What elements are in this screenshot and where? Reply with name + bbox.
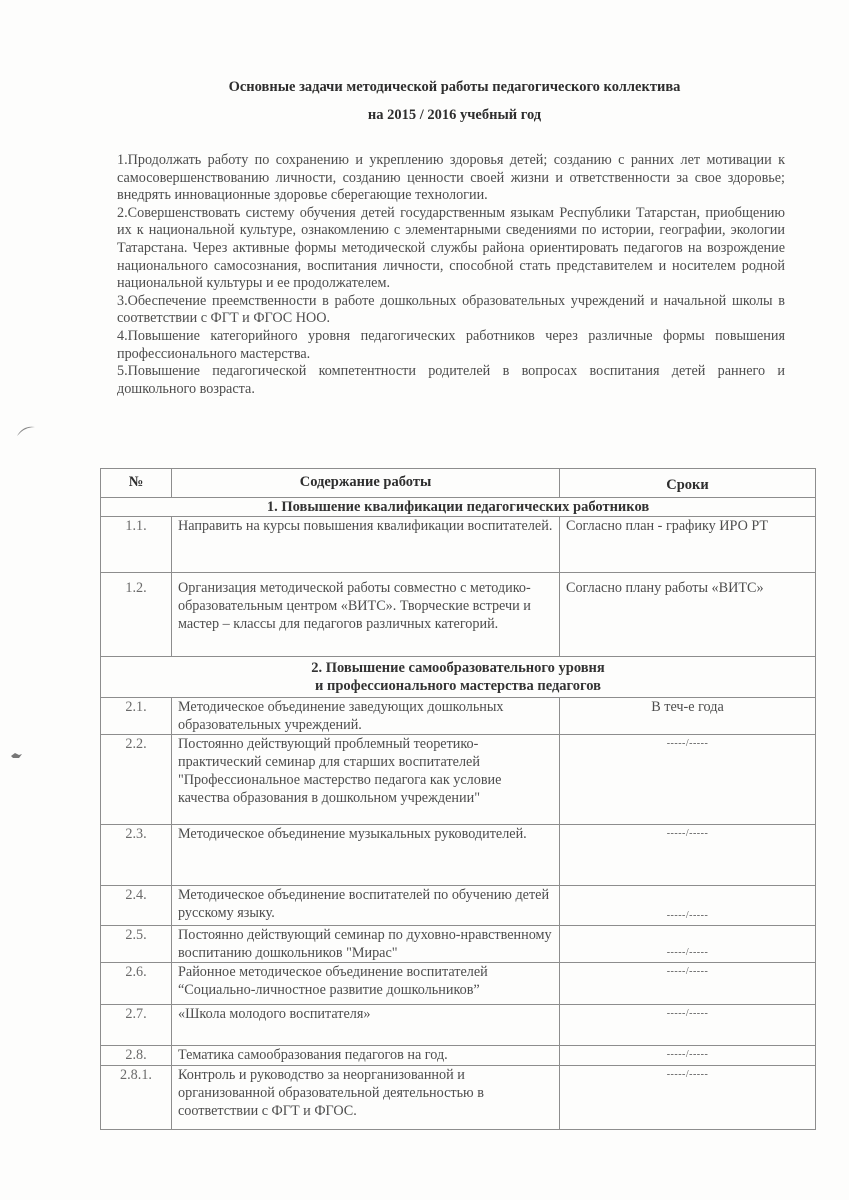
section-title-line1: 2. Повышение самообразовательного уровня [311,660,605,676]
tasks-list [117,152,785,398]
row-term: -----/----- [560,1046,816,1066]
row-number: 2.1. [101,698,172,735]
row-number: 1.1. [101,517,172,573]
row-work: Направить на курсы повышения квалификации воспитателей. [172,517,560,573]
row-term: -----/----- [560,926,816,963]
header-number: № [101,469,172,498]
table-row [101,1046,816,1066]
row-number: 2.7. [101,1005,172,1046]
document-subtitle-year: на 2015 / 2016 учебный год [367,107,542,123]
table-row [101,573,816,657]
row-work: Методическое объединение воспитателей по обучению детей русскому языку. [172,886,560,926]
row-number: 2.2. [101,735,172,825]
row-term: -----/----- [560,963,816,1005]
row-number: 2.4. [101,886,172,926]
table-row [101,926,816,963]
row-work: Районное методическое объединение воспитателей “Социально-личностное развитие дошкольников” [172,963,560,1005]
table-row [101,735,816,825]
row-number: 2.8. [101,1046,172,1066]
task-item: 3.Обеспечение преемственности в работе дошкольных образовательных учреждений и начальной школы в соответствии с ФГТ и ФГОС НОО. [117,292,785,327]
row-work: Методическое объединение заведующих дошкольных образовательных учреждений. [172,698,560,735]
row-number: 1.2. [101,573,172,657]
section-row [101,657,816,698]
row-term: -----/----- [560,825,816,886]
table-row [101,517,816,573]
document-title: Основные задачи методической работы педагогического коллектива [228,79,681,95]
task-item: 2.Совершенствовать систему обучения детей государственным языкам Республики Татарстан, приобщению их к национальной культуре, ознакомлению с элементарными сведениями по истории, географии, экологии Татарстана. Через активные формы методической службы района ориентировать педагогов на возрождение национального самосознания, воспитания личности, способной стать представителем и носителем родной национальной культуры и ее продолжателем. [117,204,785,292]
row-work: Тематика самообразования педагогов на год. [172,1046,560,1066]
row-number: 2.6. [101,963,172,1005]
section-title [101,657,816,698]
section-title: 1. Повышение квалификации педагогических работников [101,498,816,517]
row-work: Контроль и руководство за неорганизованной и организованной образовательной деятельностью в соответствии с ФГТ и ФГОС. [172,1066,560,1130]
row-term: -----/----- [560,1005,816,1046]
row-term: -----/----- [560,1066,816,1130]
row-work: Методическое объединение музыкальных руководителей. [172,825,560,886]
table-row [101,1066,816,1130]
row-number: 2.5. [101,926,172,963]
row-term: Согласно плану работы «ВИТС» [560,573,816,657]
table-row [101,698,816,735]
header-work-content: Содержание работы [172,469,560,498]
task-item: 5.Повышение педагогической компетентности родителей в вопросах воспитания детей раннего и дошкольного возраста. [117,363,785,397]
row-number: 2.3. [101,825,172,886]
scan-mark-icon [15,422,37,438]
table-row [101,886,816,926]
scan-speck-icon [9,750,25,760]
table-row [101,1005,816,1046]
work-plan-table [100,468,816,1130]
row-work: Постоянно действующий семинар по духовно-нравственному воспитанию дошкольников "Мирас" [172,926,560,963]
row-work: Организация методической работы совместно с методико-образовательным центром «ВИТС». Творческие встречи и мастер – классы для педагогов различных категорий. [172,573,560,657]
row-work: «Школа молодого воспитателя» [172,1005,560,1046]
table-row [101,825,816,886]
task-item: 1.Продолжать работу по сохранению и укреплению здоровья детей; созданию с ранних лет мотивации к самосовершенствованию личности, созданию ценности своей жизни и ответственности за свое здоровье; внедрять инновационные здоровье сберегающие технологии. [117,152,785,204]
section-row [101,498,816,517]
row-work: Постоянно действующий проблемный теоретико-практический семинар для старших воспитателей "Профессиональное мастерство педагога как условие качества образования в дошкольном учреждении" [172,735,560,825]
row-term: -----/----- [560,886,816,926]
row-number: 2.8.1. [101,1066,172,1130]
table-row [101,963,816,1005]
header-deadlines: Сроки [560,469,816,498]
row-term: В теч-е года [560,698,816,735]
table-header-row [101,469,816,498]
section-title-line2: и профессионального мастерства педагогов [315,678,601,694]
row-term: -----/----- [560,735,816,825]
task-item: 4.Повышение категорийного уровня педагогических работников через различные формы повышения профессионального мастерства. [117,327,785,362]
row-term: Согласно план - графику ИРО РТ [560,517,816,573]
